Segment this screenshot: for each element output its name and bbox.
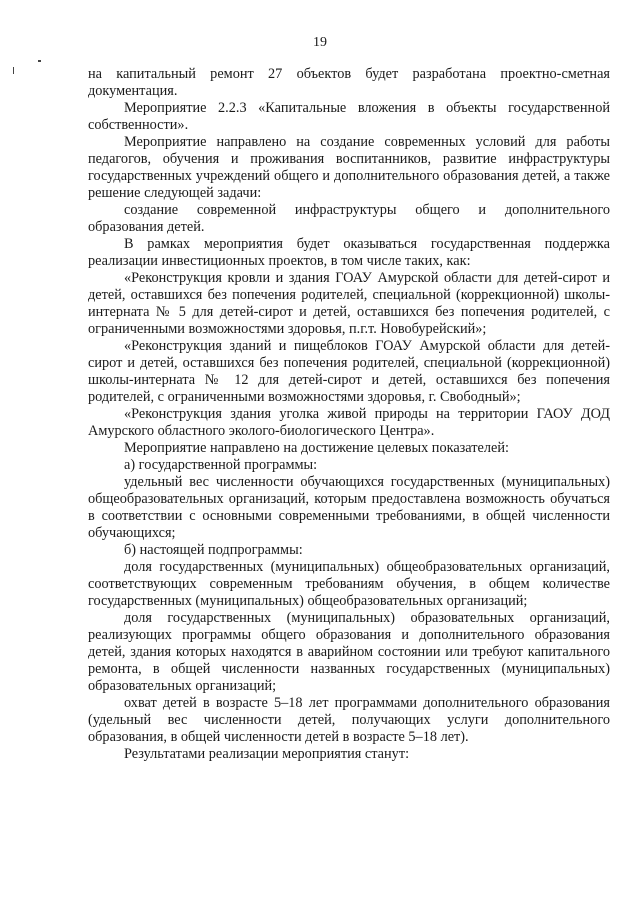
paragraph: доля государственных (муниципальных) образовательных организаций, реализующих программы общего образования и дополнительного образования детей, здания которых находятся в аварийном состоянии или требуют капитального ремонта, в общей численности названных государственных (муниципальных) образовательных организаций;	[88, 610, 610, 694]
paragraph: удельный вес численности обучающихся государственных (муниципальных) общеобразовательных организаций, которым предоставлена возможность обучаться в соответствии с основными современными требованиями, в общей численности обучающихся;	[88, 474, 610, 541]
document-body	[88, 66, 610, 763]
scan-artifact	[38, 60, 41, 62]
paragraph: Результатами реализации мероприятия станут:	[124, 746, 410, 762]
paragraph: «Реконструкция зданий и пищеблоков ГОАУ Амурской области для детей-сирот и детей, оставшихся без попечения родителей, специальной (коррекционной) школы-интерната № 12 для детей-сирот и детей, оставшихся без попечения родителей, с ограниченными возможностями здоровья, г. Свободный»;	[88, 338, 610, 405]
page-number: 19	[313, 35, 327, 50]
paragraph: б) настоящей подпрограммы:	[124, 542, 303, 558]
scan-artifact	[13, 67, 14, 74]
paragraph: Мероприятие 2.2.3 «Капитальные вложения в объекты государственной собственности».	[88, 100, 610, 133]
paragraph: Мероприятие направлено на создание современных условий для работы педагогов, обучения и проживания воспитанников, развитие инфраструктуры государственных учреждений общего и дополнительного образования детей, а также решение следующей задачи:	[88, 134, 610, 201]
paragraph: Мероприятие направлено на достижение целевых показателей:	[124, 440, 509, 456]
paragraph: «Реконструкция кровли и здания ГОАУ Амурской области для детей-сирот и детей, оставшихся без попечения родителей, специальной (коррекционной) школы-интерната № 5 для детей-сирот и детей, оставшихся без попечения родителей, с ограниченными возможностями здоровья, п.г.т. Новобурейский»;	[88, 270, 610, 337]
paragraph: создание современной инфраструктуры общего и дополнительного образования детей.	[88, 202, 610, 235]
paragraph: охват детей в возрасте 5–18 лет программами дополнительного образования (удельный вес численности детей, получающих услуги дополнительного образования, в общей численности детей в возрасте 5–18 лет).	[88, 695, 610, 745]
paragraph: «Реконструкция здания уголка живой природы на территории ГАОУ ДОД Амурского областного эколого-биологического Центра».	[88, 406, 610, 439]
paragraph: а) государственной программы:	[124, 457, 318, 473]
paragraph: В рамках мероприятия будет оказываться государственная поддержка реализации инвестиционных проектов, в том числе таких, как:	[88, 236, 610, 269]
paragraph: доля государственных (муниципальных) общеобразовательных организаций, соответствующих современным требованиям обучения, в общем количестве государственных (муниципальных) общеобразовательных организаций;	[88, 559, 610, 609]
paragraph: на капитальный ремонт 27 объектов будет разработана проектно-сметная документация.	[88, 66, 610, 99]
